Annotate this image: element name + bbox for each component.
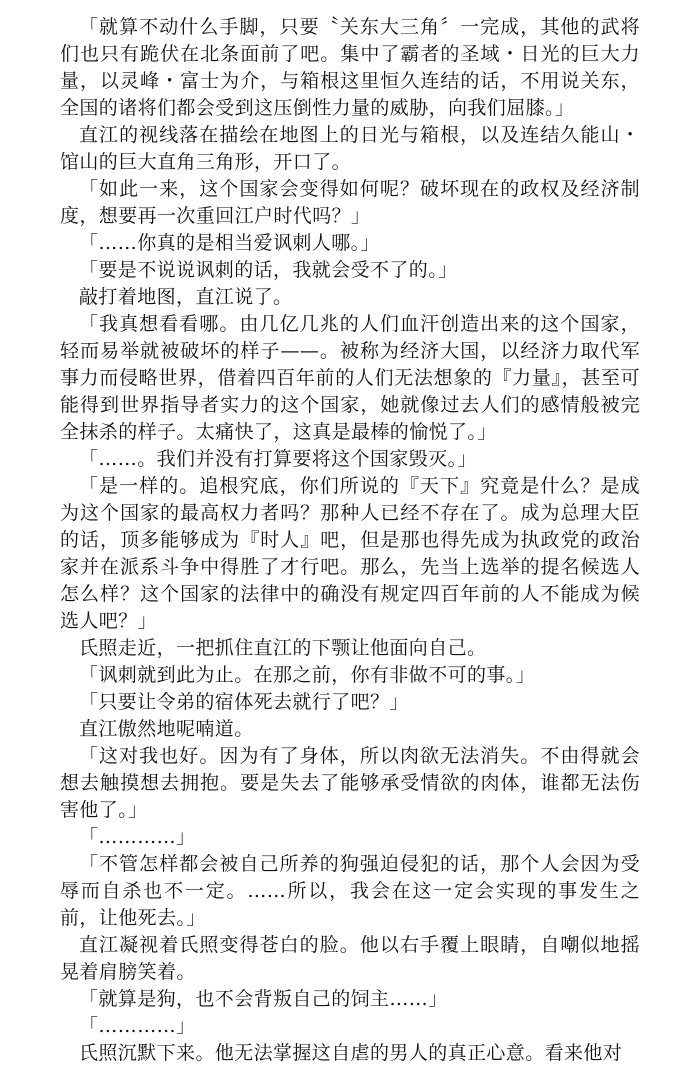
paragraph: 直江凝视着氏照变得苍白的脸。他以右手覆上眼睛，自嘲似地摇晃着肩膀笑着。 xyxy=(60,934,640,983)
paragraph: 「我真想看看哪。由几亿几兆的人们血汗创造出来的这个国家，轻而易举就被破坏的样子——。被称为经济大国，以经济力取代军事力而侵略世界，借着四百年前的人们无法想象的『力量』，甚至可能得到世界指导者实力的这个国家，她就像过去人们的感情般被完全抹杀的样子。太痛快了，这真是最棒的愉悦了。」 xyxy=(60,313,640,443)
paragraph: 「要是不说说讽刺的话，我就会受不了的。」 xyxy=(79,259,458,281)
paragraph: 「……。我们并没有打算要将这个国家毁灭。」 xyxy=(79,448,477,470)
paragraph: 氏照沉默下来。他无法掌握这自虐的男人的真正心意。看来他对 xyxy=(79,1042,623,1064)
paragraph: 「就算是狗，也不会背叛自己的饲主……」 xyxy=(79,988,448,1010)
novel-page-text xyxy=(60,14,640,1067)
paragraph: 敲打着地图，直江说了。 xyxy=(79,286,293,308)
paragraph: 「…………」 xyxy=(79,826,196,848)
paragraph: 氏照走近，一把抓住直江的下颚让他面向自己。 xyxy=(79,637,487,659)
paragraph: 「……你真的是相当爱讽刺人哪。」 xyxy=(79,232,380,254)
paragraph: 直江傲然地呢喃道。 xyxy=(79,718,254,740)
paragraph: 「讽刺就到此为止。在那之前，你有非做不可的事。」 xyxy=(79,664,536,686)
paragraph: 直江的视线落在描绘在地图上的日光与箱根，以及连结久能山・馆山的巨大直角三角形，开口了。 xyxy=(60,124,640,173)
paragraph: 「这对我也好。因为有了身体，所以肉欲无法消失。不由得就会想去触摸想去拥抱。要是失去了能够承受情欲的肉体，谁都无法伤害他了。」 xyxy=(60,745,640,821)
paragraph: 「只要让令弟的宿体死去就行了吧？」 xyxy=(79,691,409,713)
paragraph: 「…………」 xyxy=(79,1015,196,1037)
paragraph: 「如此一来，这个国家会变得如何呢？破坏现在的政权及经济制度，想要再一次重回江户时代吗？」 xyxy=(60,178,640,227)
paragraph: 「就算不动什么手脚，只要〝关东大三角〞一完成，其他的武将们也只有跪伏在北条面前了吧。集中了霸者的圣域・日光的巨大力量，以灵峰・富士为介，与箱根这里恒久连结的话，不用说关东，全国的诸将们都会受到这压倒性力量的威胁，向我们屈膝。」 xyxy=(60,16,640,119)
paragraph: 「是一样的。追根究底，你们所说的『天下』究竟是什么？是成为这个国家的最高权力者吗？那种人已经不存在了。成为总理大臣的话，顶多能够成为『时人』吧，但是那也得先成为执政党的政治家并在派系斗争中得胜了才行吧。那么，先当上选举的提名候选人怎么样？这个国家的法律中的确没有规定四百年前的人不能成为候选人吧？」 xyxy=(60,475,640,632)
paragraph: 「不管怎样都会被自己所养的狗强迫侵犯的话，那个人会因为受辱而自杀也不一定。……所以，我会在这一定会实现的事发生之前，让他死去。」 xyxy=(60,853,640,929)
